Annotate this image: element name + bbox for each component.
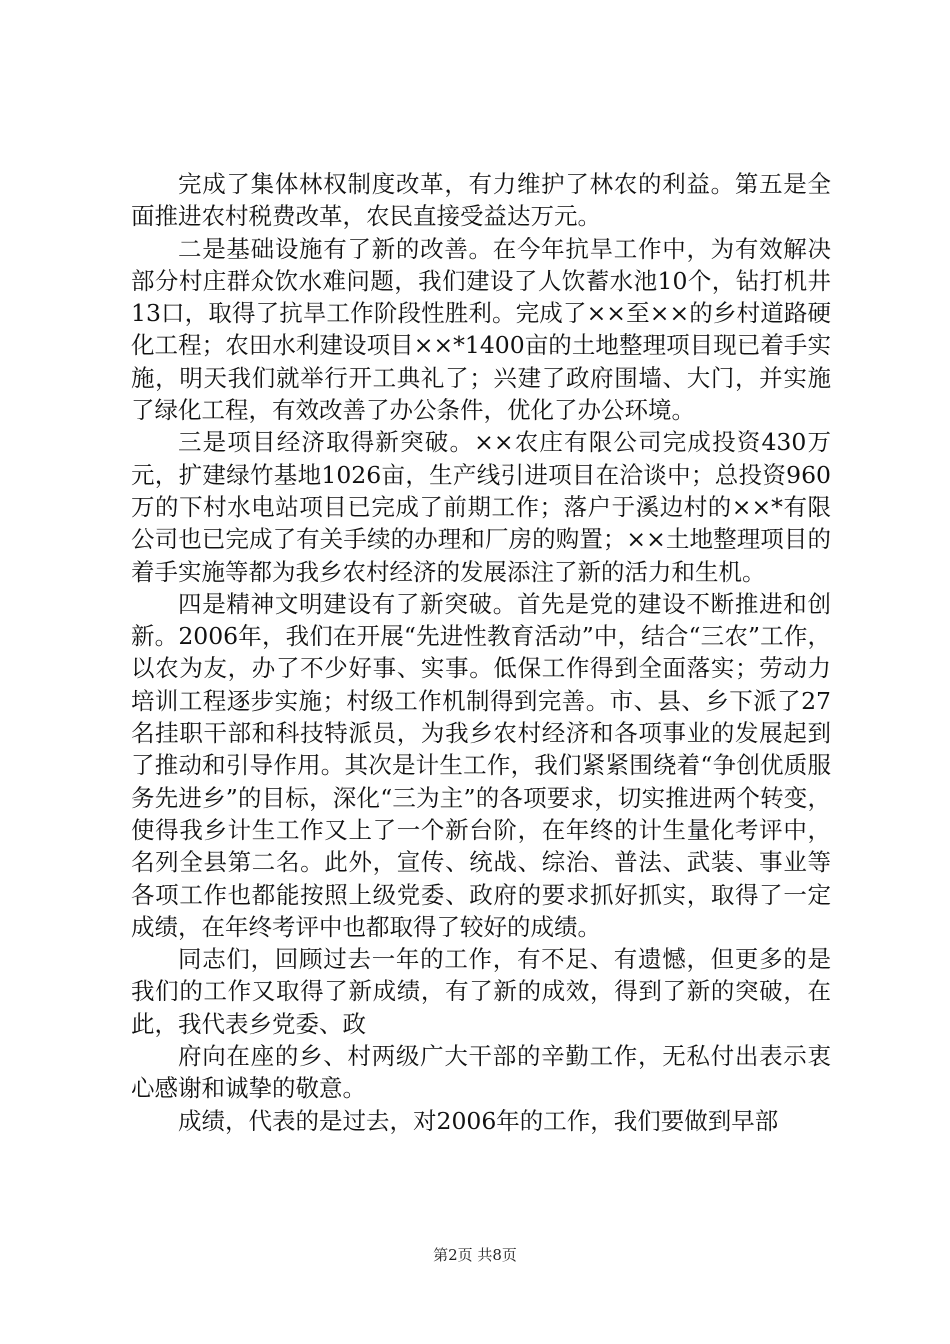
page-footer: 第2页 共8页 [433,1246,517,1264]
paragraph-review-past-year: 同志们，回顾过去一年的工作，有不足、有遗憾，但更多的是我们的工作又取得了新成绩，有了新的成效，得到了新的突破，在此，我代表乡党委、政 [131,945,831,1038]
paragraph-achievements-past: 成绩，代表的是过去，对2006年的工作，我们要做到早部 [178,1106,779,1135]
document-body [131,168,831,1137]
paragraph-spiritual-civilization: 四是精神文明建设有了新突破。首先是党的建设不断推进和创新。2006年，我们在开展“先进性教育活动”中，结合“三农”工作，以农为友，办了不少好事、实事。低保工作得到全面落实；劳动力培训工程逐步实施；村级工作机制得到完善。市、县、乡下派了27名挂职干部和科技特派员，为我乡农村经济和各项事业的发展起到了推动和引导作用。其次是计生工作，我们紧紧围绕着“争创优质服务先进乡”的目标，深化“三为主”的各项要求，切实推进两个转变，使得我乡计生工作又上了一个新台阶，在年终的计生量化考评中，名列全县第二名。此外，宣传、统战、综治、普法、武装、事业等各项工作也都能按照上级党委、政府的要求抓好抓实，取得了一定成绩，在年终考评中也都取得了较好的成绩。 [131,589,831,941]
paragraph-forestry-tax-reform: 完成了集体林权制度改革，有力维护了林农的利益。第五是全面推进农村税费改革，农民直接受益达万元。 [131,170,831,231]
paragraph-infrastructure: 二是基础设施有了新的改善。在今年抗旱工作中，为有效解决部分村庄群众饮水难问题，我们建设了人饮蓄水池10个，钻打机井13口，取得了抗旱工作阶段性胜利。完成了××至××的乡村道路硬化工程；农田水利建设项目××*1400亩的土地整理项目现已着手实施，明天我们就举行开工典礼了；兴建了政府围墙、大门，并实施了绿化工程，有效改善了办公条件，优化了办公环境。 [131,234,831,425]
paragraph-thanks: 府向在座的乡、村两级广大干部的辛勤工作，无私付出表示衷心感谢和诚挚的敬意。 [131,1042,831,1103]
paragraph-project-economy: 三是项目经济取得新突破。××农庄有限公司完成投资430万元，扩建绿竹基地1026亩，生产线引进项目在洽谈中；总投资960万的下村水电站项目已完成了前期工作；落户于溪边村的××*有限公司也已完成了有关手续的办理和厂房的购置；××土地整理项目的着手实施等都为我乡农村经济的发展添注了新的活力和生机。 [131,428,831,586]
